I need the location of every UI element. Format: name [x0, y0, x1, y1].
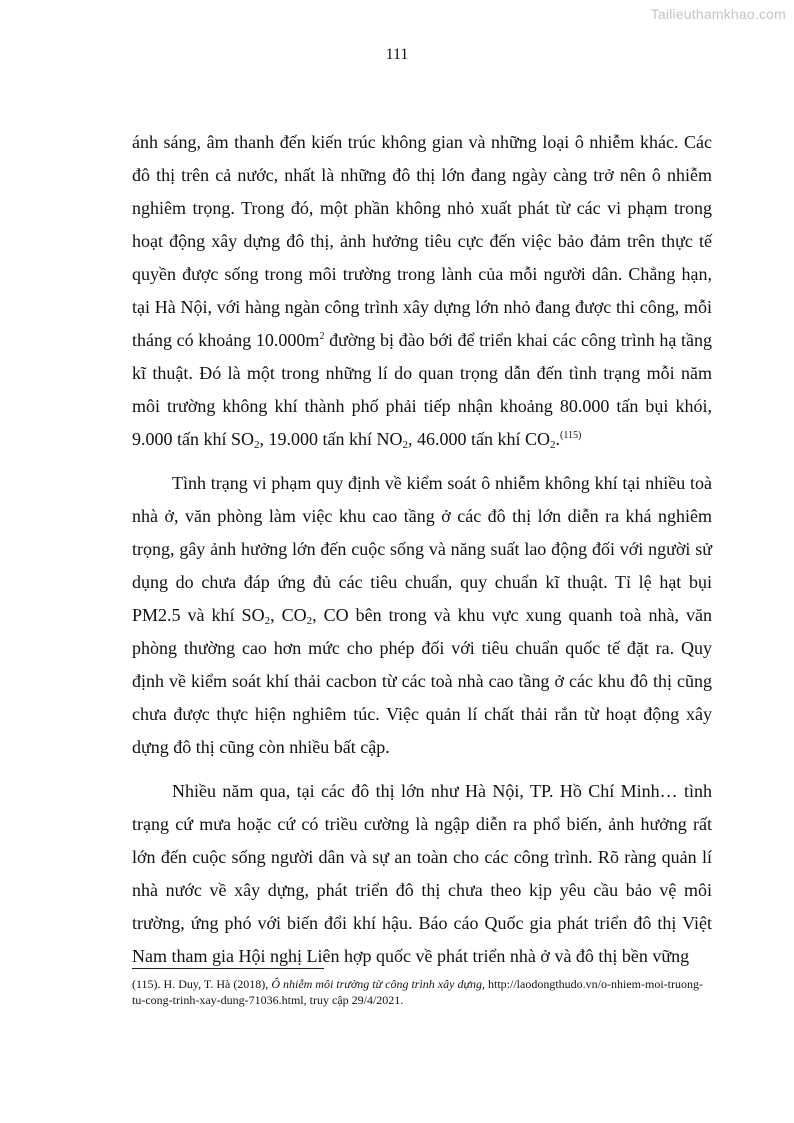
footnote-reference: (115): [560, 430, 582, 441]
so2-subscript: 2: [254, 439, 260, 451]
page-number: 111: [385, 46, 409, 63]
co2-subscript: 2: [550, 439, 556, 451]
body-text: [132, 126, 712, 984]
footnote-divider: [132, 968, 324, 969]
paragraph-1: [132, 126, 712, 456]
co2-subscript: 2: [306, 615, 313, 627]
paragraph-1-text-e: .: [555, 429, 561, 449]
paragraph-3: Nhiều năm qua, tại các đô thị lớn như Hà Nội, TP. Hồ Chí Minh… tình trạng cứ mưa hoặc cứ có triều cường là ngập diễn ra phổ biến, ảnh hưởng rất lớn đến cuộc sống người dân và sự an toàn cho các công trình. Rõ ràng quản lí nhà nước về xây dựng, phát triển đô thị chưa theo kịp yêu cầu bảo vệ môi trường, ứng phó với biến đổi khí hậu. Báo cáo Quốc gia phát triển đô thị Việt Nam tham gia Hội nghị Liên hợp quốc về phát triển nhà ở và đô thị bền vững: [132, 781, 712, 966]
paragraph-1-text-a: ánh sáng, âm thanh đến kiến trúc không gian và những loại ô nhiễm khác. Các đô thị trên cả nước, nhất là những đô thị lớn đang ngày càng trở nên ô nhiễm nghiêm trọng. Trong đó, một phần không nhỏ xuất phát từ các vi phạm trong hoạt động xây dựng đô thị, ảnh hưởng tiêu cực đến việc bảo đảm trên thực tế quyền được sống trong môi trường trong lành của mỗi người dân. Chẳng hạn, tại Hà Nội, với hàng ngàn công trình xây dựng lớn nhỏ đang được thi công, mỗi tháng có khoảng 10.000m: [132, 132, 712, 350]
watermark: Tailieuthamkhao.com: [650, 6, 786, 22]
footnote: [132, 976, 712, 1008]
no2-subscript: 2: [402, 439, 409, 451]
paragraph-2-text-b: , CO: [270, 605, 307, 625]
paragraph-2-text-c: , CO bên trong và khu vực xung quanh toà nhà, văn phòng thường cao hơn mức cho phép đối với tiêu chuẩn quốc tế đặt ra. Quy định về kiểm soát khí thải cacbon từ các toà nhà cao tầng ở các khu đô thị cũng chưa được thực hiện nghiêm túc. Việc quản lí chất thải rắn từ hoạt động xây dựng đô thị cũng còn nhiều bất cập.: [132, 605, 712, 757]
paragraph-2: [132, 467, 712, 764]
paragraph-1-text-b: đường bị đào bới để triển khai các công trình hạ tầng kĩ thuật. Đó là một trong những lí do quan trọng dẫn đến tình trạng mỗi năm môi trường không khí thành phố phải tiếp nhận khoảng 80.000 tấn bụi khói, 9.000 tấn khí SO: [132, 330, 712, 449]
paragraph-2-text-a: Tình trạng vi phạm quy định về kiểm soát ô nhiễm không khí tại nhiều toà nhà ở, văn phòng làm việc khu cao tầng ở các đô thị lớn diễn ra khá nghiêm trọng, gây ảnh hưởng lớn đến cuộc sống và năng suất lao động đối với người sử dụng do chưa đáp ứng đủ các tiêu chuẩn, quy chuẩn kĩ thuật. Tỉ lệ hạt bụi PM2.5 và khí SO: [132, 473, 712, 625]
footnote-title: Ô nhiễm môi trường từ công trình xây dựng: [271, 977, 482, 991]
footnote-suffix: , http://laodongthudo.vn/o-nhiem-moi-truong-tu-cong-trinh-xay-dung-71036.html, truy cập 29/4/2021.: [132, 977, 703, 1007]
paragraph-1-text-c: , 19.000 tấn khí NO: [259, 429, 403, 449]
so2-subscript: 2: [264, 615, 271, 627]
footnote-prefix: (115). H. Duy, T. Hà (2018),: [132, 977, 272, 991]
paragraph-1-text-d: , 46.000 tấn khí CO: [408, 429, 551, 449]
area-superscript: 2: [319, 331, 325, 342]
